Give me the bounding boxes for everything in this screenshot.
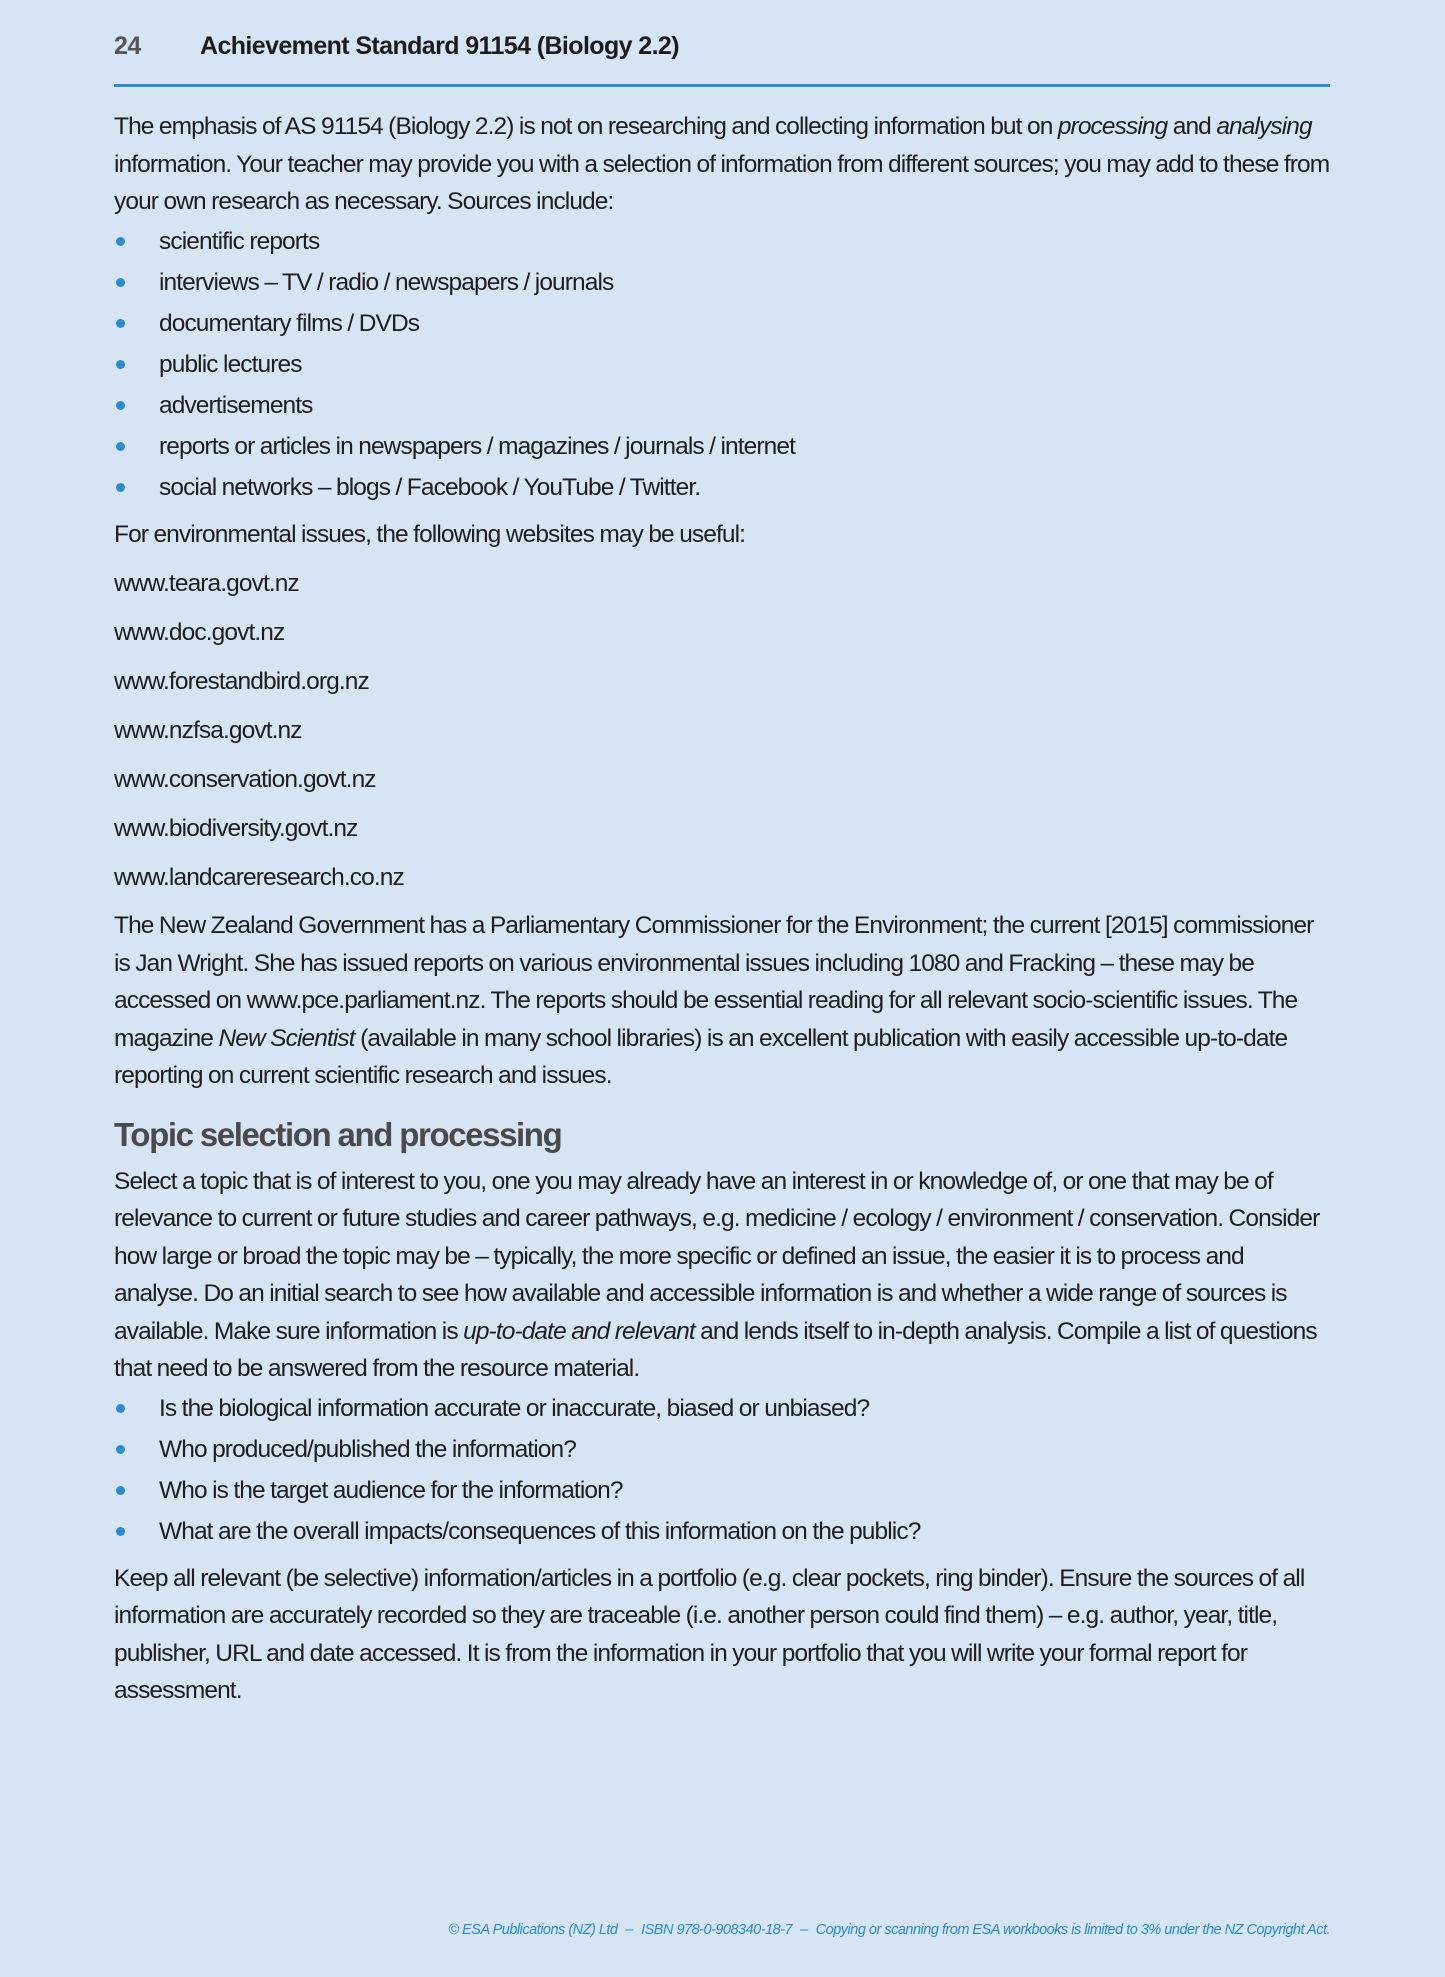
- list-item-text: What are the overall impacts/consequences of this information on the public?: [159, 1517, 921, 1545]
- list-item: [114, 1470, 1330, 1511]
- new-scientist-title: New Scientist: [218, 1024, 355, 1052]
- website-link[interactable]: www.forestandbird.org.nz: [114, 667, 369, 695]
- topic-emphasis: up-to-date and relevant: [463, 1317, 695, 1345]
- list-item-text: scientific reports: [159, 227, 320, 255]
- list-item-text: social networks – blogs / Facebook / YouTube / Twitter.: [159, 473, 701, 501]
- bullet-icon: [116, 278, 125, 287]
- list-item: [114, 221, 1330, 262]
- website-link[interactable]: www.nzfsa.govt.nz: [114, 716, 302, 744]
- bullet-icon: [116, 319, 125, 328]
- list-item: [114, 303, 1330, 344]
- topic-text: and lends itself to in-depth analysis. Compile a list of questions that need to be answered from the resource material.: [114, 1317, 1317, 1382]
- list-item-text: advertisements: [159, 391, 313, 419]
- pce-text: (available in many school libraries) is an excellent publication with easily accessible up-to-date reporting on current scientific research and issues.: [114, 1024, 1288, 1089]
- website-link[interactable]: www.landcareresearch.co.nz: [114, 863, 404, 891]
- page-content: [114, 108, 1330, 1710]
- list-item-text: Who produced/published the information?: [159, 1435, 576, 1463]
- list-item: [114, 344, 1330, 385]
- websites-intro: For environmental issues, the following websites may be useful:: [114, 520, 746, 548]
- page-title: Achievement Standard 91154 (Biology 2.2): [200, 32, 679, 60]
- website-link[interactable]: www.biodiversity.govt.nz: [114, 814, 358, 842]
- pce-text: The New Zealand Government has a Parliamentary Commissioner for the Environment; the current [2015] commissioner is Jan Wright. She has issued reports on various environmental issues including 1080 and Fracking – these may be accessed on www.pce.parliament.nz. The reports should be essential reading for all relevant socio-scientific issues. The magazine: [114, 912, 1314, 1052]
- list-item: [114, 426, 1330, 467]
- intro-text: and: [1167, 113, 1217, 140]
- website-link[interactable]: www.doc.govt.nz: [114, 618, 285, 646]
- list-item: [114, 1388, 1330, 1429]
- page-number: 24: [114, 32, 141, 60]
- topic-paragraph: [114, 1163, 1330, 1388]
- page-footer: [448, 1922, 1330, 1938]
- bullet-icon: [116, 360, 125, 369]
- footer-notice: Copying or scanning from ESA workbooks is limited to 3% under the NZ Copyright Act.: [815, 1922, 1330, 1938]
- bullet-icon: [116, 483, 125, 492]
- footer-separator: –: [625, 1922, 634, 1938]
- bullet-icon: [116, 1445, 125, 1454]
- intro-emphasis-processing: processing: [1057, 113, 1168, 140]
- sources-list: [114, 221, 1330, 508]
- bullet-icon: [116, 1404, 125, 1413]
- topic-text: Select a topic that is of interest to you, one you may already have an interest in or knowledge of, or one that may be of relevance to current or future studies and career pathways, e.g. medicine / ecology / environment / conservation. Consider how large or broad the topic may be – typically, the more specific or defined an issue, the easier it is to process and analyse. Do an initial search to see how available and accessible information is and whether a wide range of sources is available. Make sure information is: [114, 1167, 1320, 1345]
- portfolio-paragraph: Keep all relevant (be selective) information/articles in a portfolio (e.g. clear pockets, ring binder). Ensure the sources of all information are accurately recorded so they are traceable (i.e. another person could find them) – e.g. author, year, title, publisher, URL and date accessed. It is from the information in your portfolio that you will write your formal report for assessment.: [114, 1564, 1305, 1704]
- list-item: [114, 467, 1330, 508]
- list-item-text: reports or articles in newspapers / magazines / journals / internet: [159, 432, 796, 460]
- list-item-text: Who is the target audience for the information?: [159, 1476, 623, 1504]
- footer-copyright: © ESA Publications (NZ) Ltd: [448, 1922, 618, 1938]
- list-item: [114, 385, 1330, 426]
- bullet-icon: [116, 401, 125, 410]
- list-item-text: documentary films / DVDs: [159, 309, 420, 337]
- intro-paragraph: [114, 108, 1330, 221]
- list-item-text: interviews – TV / radio / newspapers / journals: [159, 268, 614, 296]
- footer-separator: –: [800, 1922, 808, 1938]
- intro-text: The emphasis of AS 91154 (Biology 2.2) is not on researching and collecting information but on: [114, 113, 1058, 140]
- questions-list: [114, 1388, 1330, 1552]
- bullet-icon: [116, 1527, 125, 1536]
- bullet-icon: [116, 237, 125, 246]
- footer-isbn: ISBN 978-0-908340-18-7: [641, 1922, 793, 1938]
- bullet-icon: [116, 1486, 125, 1495]
- pce-paragraph: [114, 907, 1330, 1095]
- intro-emphasis-analysing: analysing: [1216, 113, 1312, 140]
- intro-text: information. Your teacher may provide you with a selection of information from different sources; you may add to these from your own research as necessary. Sources include:: [114, 150, 1330, 215]
- website-link[interactable]: www.conservation.govt.nz: [114, 765, 376, 793]
- section-heading: Topic selection and processing: [114, 1115, 562, 1153]
- list-item-text: Is the biological information accurate or inaccurate, biased or unbiased?: [159, 1394, 870, 1422]
- list-item: [114, 1511, 1330, 1552]
- list-item: [114, 1429, 1330, 1470]
- bullet-icon: [116, 442, 125, 451]
- list-item-text: public lectures: [159, 350, 302, 378]
- websites-list: [114, 565, 1330, 897]
- list-item: [114, 262, 1330, 303]
- page-header: [114, 32, 1330, 87]
- website-link[interactable]: www.teara.govt.nz: [114, 569, 299, 597]
